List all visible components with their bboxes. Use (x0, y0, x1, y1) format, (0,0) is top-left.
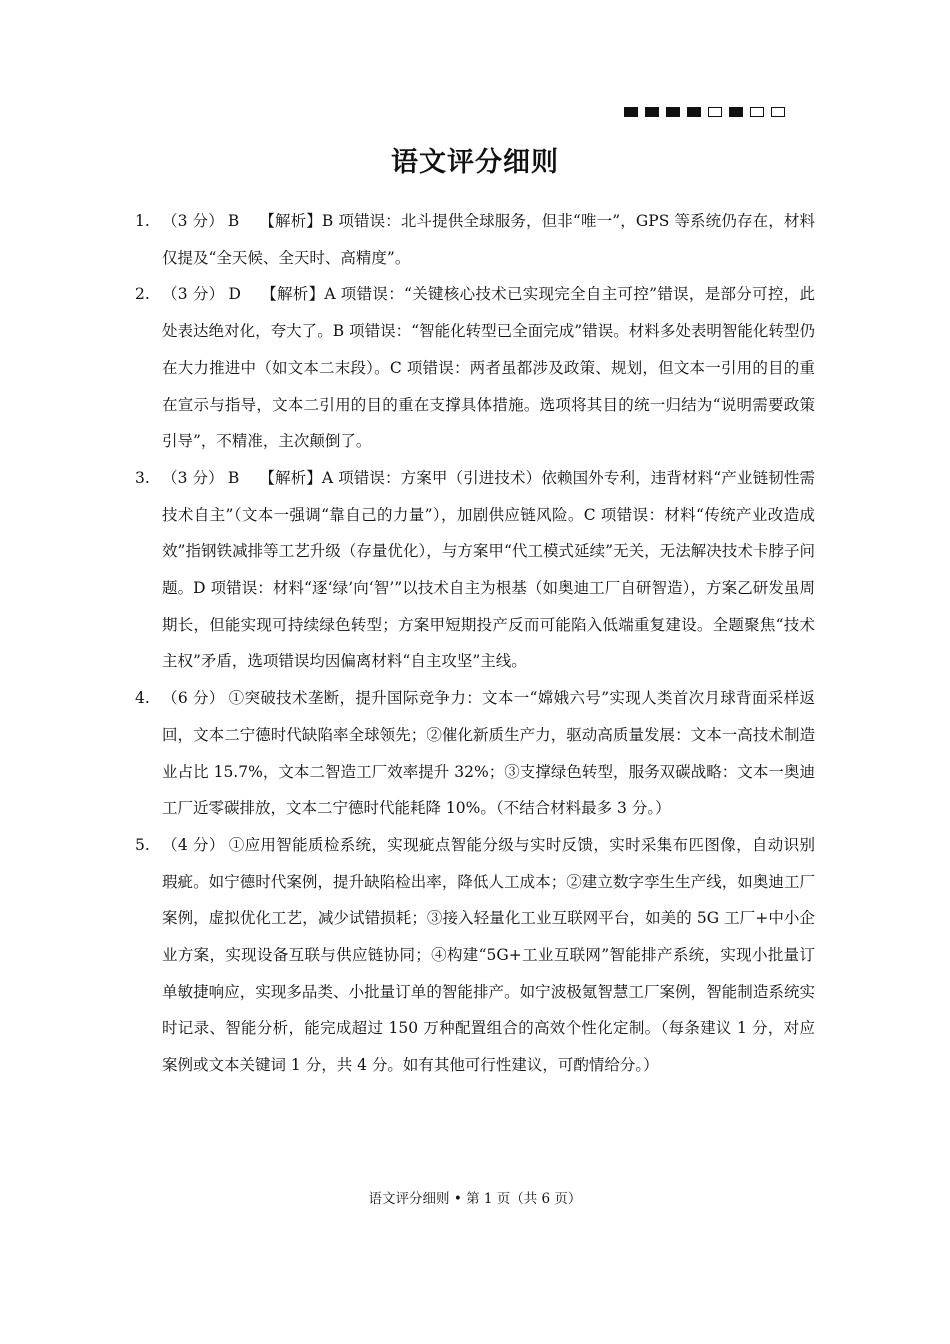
question-list (135, 203, 815, 1084)
analysis-tag: 【解析】 (259, 212, 322, 230)
question-explanation: A 项错误：“关键核心技术已实现完全自主可控”错误，是部分可控，此处表达绝对化，夸大了。B 项错误：“智能化转型已全面完成”错误。材料多处表明智能化转型仍在大力推进中（如文本二末段）。C 项错误：两者虽都涉及政策、规划，但文本一引用的目的重在宣示与指导，文本二引用的目的重在支撑具体措施。选项将其目的统一归结为“说明需要政策引导”，不精准，主次颠倒了。 (162, 285, 815, 451)
question-answer: B (227, 212, 240, 230)
question-number: 2. (135, 285, 150, 304)
question-number: 3. (135, 468, 150, 487)
page-marker-row (624, 107, 785, 117)
question-answer: D (228, 285, 241, 304)
page-title: 语文评分细则 (391, 147, 559, 178)
page-marker (729, 107, 743, 117)
page-marker (750, 107, 764, 117)
question-item-3 (135, 460, 815, 680)
page-footer: 语文评分细则 • 第 1 页（共 6 页） (368, 1191, 582, 1207)
page-marker (771, 107, 785, 117)
question-explanation: ①应用智能质检系统，实现疵点智能分级与实时反馈，实时采集布匹图像，自动识别瑕疵。如宁德时代案例，提升缺陷检出率，降低人工成本；②建立数字孪生生产线，如奥迪工厂案例，虚拟优化工艺，减少试错损耗；③接入轻量化工业互联网平台，如美的 5G 工厂+中小企业方案，实现设备互联与供应链协同；④构建“5G+工业互联网”智能排产系统，实现小批量订单敏捷响应，实现多品类、小批量订单的智能排产。如宁波极氪智慧工厂案例，智能制造系统实时记录、智能分析，能完成超过 150 万种配置组合的高效个性化定制。（每条建议 1 分，对应案例或文本关键词 1 分，共 4 分。如有其他可行性建议，可酌情给分。） (162, 835, 815, 1075)
question-number: 5. (135, 835, 150, 854)
page-marker (624, 107, 638, 117)
question-item-4 (135, 680, 815, 827)
question-explanation: A 项错误：方案甲（引进技术）依赖国外专利，违背材料“产业链韧性需技术自主”（文本一强调“靠自己的力量”），加剧供应链风险。C 项错误：材料“传统产业改造成效”指钢铁减排等工艺升级（存量优化），与方案甲“代工模式延续”无关，无法解决技术卡脖子问题。D 项错误：材料“逐‘绿’向‘智’”以技术自主为根基（如奥迪工厂自研智造），方案乙研发虽周期长，但能实现可持续绿色转型；方案甲短期投产反而可能陷入低端重复建设。全题聚焦“技术主权”矛盾，选项错误均因偏离材料“自主攻坚”主线。 (162, 468, 815, 671)
question-explanation: ①突破技术垄断，提升国际竞争力：文本一“嫦娥六号”实现人类首次月球背面采样返回，文本二宁德时代缺陷率全球领先；②催化新质生产力，驱动高质量发展：文本一高技术制造业占比 15.7%，文本二智造工厂效率提升 32%；③支撑绿色转型，服务双碳战略：文本一奥迪工厂近零碳排放，文本二宁德时代能耗降 10%。（不结合材料最多 3 分。） (162, 689, 815, 818)
question-score: （4 分） (162, 835, 225, 854)
question-score: （3 分） (162, 285, 225, 304)
question-score: （3 分） (162, 212, 224, 230)
page-marker (708, 107, 722, 117)
page-marker (687, 107, 701, 117)
question-number: 1. (135, 212, 150, 230)
question-item-2 (135, 276, 815, 460)
question-number: 4. (135, 689, 150, 708)
question-item-1 (135, 203, 815, 276)
question-answer: B (227, 468, 240, 487)
question-score: （6 分） (162, 689, 225, 708)
analysis-tag: 【解析】 (260, 285, 325, 304)
question-score: （3 分） (162, 468, 224, 487)
question-item-5 (135, 827, 815, 1084)
analysis-tag: 【解析】 (259, 468, 322, 487)
page-marker (645, 107, 659, 117)
question-explanation: B 项错误：北斗提供全球服务，但非“唯一”，GPS 等系统仍存在，材料仅提及“全天候、全天时、高精度”。 (162, 212, 815, 267)
page-marker (666, 107, 680, 117)
